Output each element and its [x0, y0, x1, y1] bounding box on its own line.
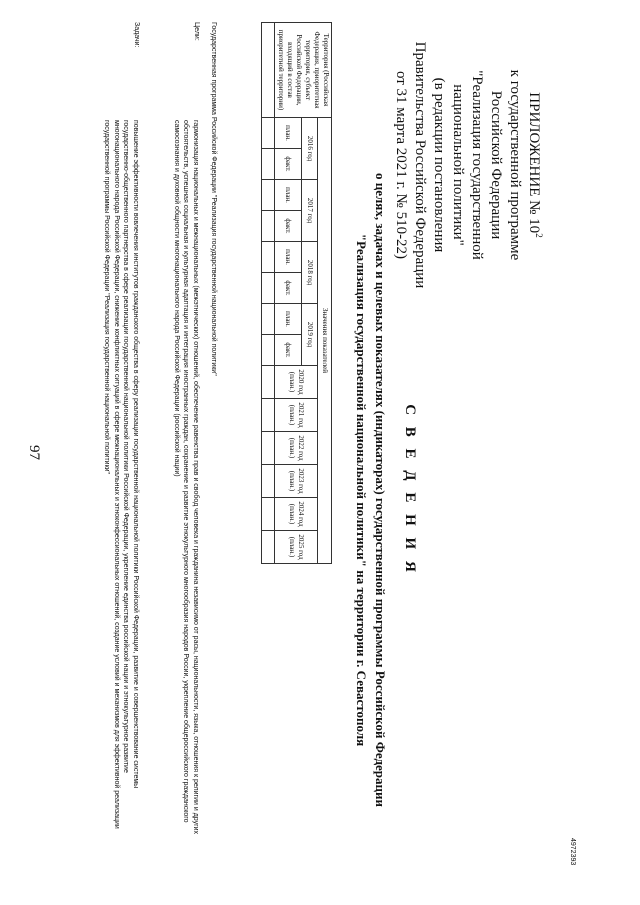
page-number: 97 [26, 445, 42, 460]
appendix-line: (в редакции постановления [431, 77, 447, 253]
table-cell [262, 242, 275, 273]
appendix-title: ПРИЛОЖЕНИЕ № $10^2$ [526, 92, 544, 238]
year-plan-header: 2022 год (план.) [275, 432, 318, 465]
fact-subheader: факт. [275, 211, 302, 242]
table-cell [262, 273, 275, 304]
program-line: Государственная программа Российской Федерации "Реализация государственной национальной политики" [210, 22, 217, 376]
document-id: 4972393 [569, 838, 576, 866]
tasks-text: повышение эффективности вовлечения институтов гражданского общества в сферу реализации государственной национальной политики Российской Федерации, развитие и совершенствование системы государственно-общественного партнерства в сфере реализации государственной национальной политики Российской Федерации, укрепление единства российской нации и этнокультурное развитие многонационального народа Российской Федерации, снижение конфликтных ситуаций в сфере межнациональных и этноконфессиональных отношений, создание условий и механизмов для эффективной реализации государственной программы Российской Федерации "Реализация государственной национальной политики" [103, 120, 139, 829]
tasks-label: Задачи: [133, 22, 140, 48]
plan-subheader: план. [275, 242, 302, 273]
fact-subheader: факт. [275, 335, 302, 366]
table-cell [262, 399, 275, 432]
plan-subheader: план. [275, 180, 302, 211]
table-cell [262, 23, 275, 118]
heading-title: С В Е Д Е Н И Я [402, 404, 418, 576]
appendix-superscript: 2 [534, 233, 544, 238]
indicators-table [261, 22, 332, 564]
year-header: 2018 год [302, 242, 318, 304]
heading-line-1: о целях, задачах и целевых показателях (индикаторах) государственной программы Российской Федерации [373, 172, 388, 808]
goals-text: гармонизация национальных и межнациональных (межэтнических) отношений, обеспечение равенства прав и свобод человека и гражданина независимо от расы, национальности, языка, отношения к религии и других обстоятельств, успешная социальная и культурная адаптация и интеграция иностранных граждан, сохранение и развитие этнокультурного многообразия народов России, укрепление общероссийского гражданского самосознания и духовной общности многонационального народа Российской Федерации (российской нации) [172, 120, 199, 835]
table-cell [262, 211, 275, 242]
appendix-line: национальной политики" [450, 84, 466, 246]
table-cell [262, 531, 275, 564]
table-cell [262, 304, 275, 335]
plan-subheader: план. [275, 118, 302, 149]
rotated-page [10, 0, 610, 905]
appendix-line: Российской Федерации [488, 90, 504, 240]
table-cell [262, 465, 275, 498]
goals-label: Цели: [193, 22, 200, 41]
plan-subheader: план. [275, 304, 302, 335]
table-cell [262, 498, 275, 531]
year-plan-header: 2024 год (план.) [275, 498, 318, 531]
appendix-line: от 31 марта 2021 г. № 510-22) [393, 70, 409, 260]
year-header: 2016 год [302, 118, 318, 180]
year-plan-header: 2021 год (план.) [275, 399, 318, 432]
territory-header: Территория (Российская Федерация, приоритетная территория, субъект Российской Федерации, входящий в состав приоритетной территории) [275, 23, 332, 118]
fact-subheader: факт. [275, 149, 302, 180]
year-header: 2019 год [302, 304, 318, 366]
table-cell [262, 366, 275, 399]
year-plan-header: 2023 год (план.) [275, 465, 318, 498]
heading-line-2: "Реализация государственной национальной политики" на территории г. Севастополя [354, 233, 369, 747]
appendix-line: к государственной программе [507, 69, 523, 261]
fact-subheader: факт. [275, 273, 302, 304]
year-plan-header: 2025 год (план.) [275, 531, 318, 564]
year-plan-header: 2020 год (план.) [275, 366, 318, 399]
appendix-line: Правительства Российской Федерации [412, 41, 428, 289]
table-cell [262, 432, 275, 465]
values-header: Значения показателей [318, 118, 332, 564]
appendix-line: "Реализация государственной [469, 70, 485, 260]
table-cell [262, 149, 275, 180]
table-cell [262, 118, 275, 149]
table-cell [262, 180, 275, 211]
year-header: 2017 год [302, 180, 318, 242]
table-cell [262, 335, 275, 366]
